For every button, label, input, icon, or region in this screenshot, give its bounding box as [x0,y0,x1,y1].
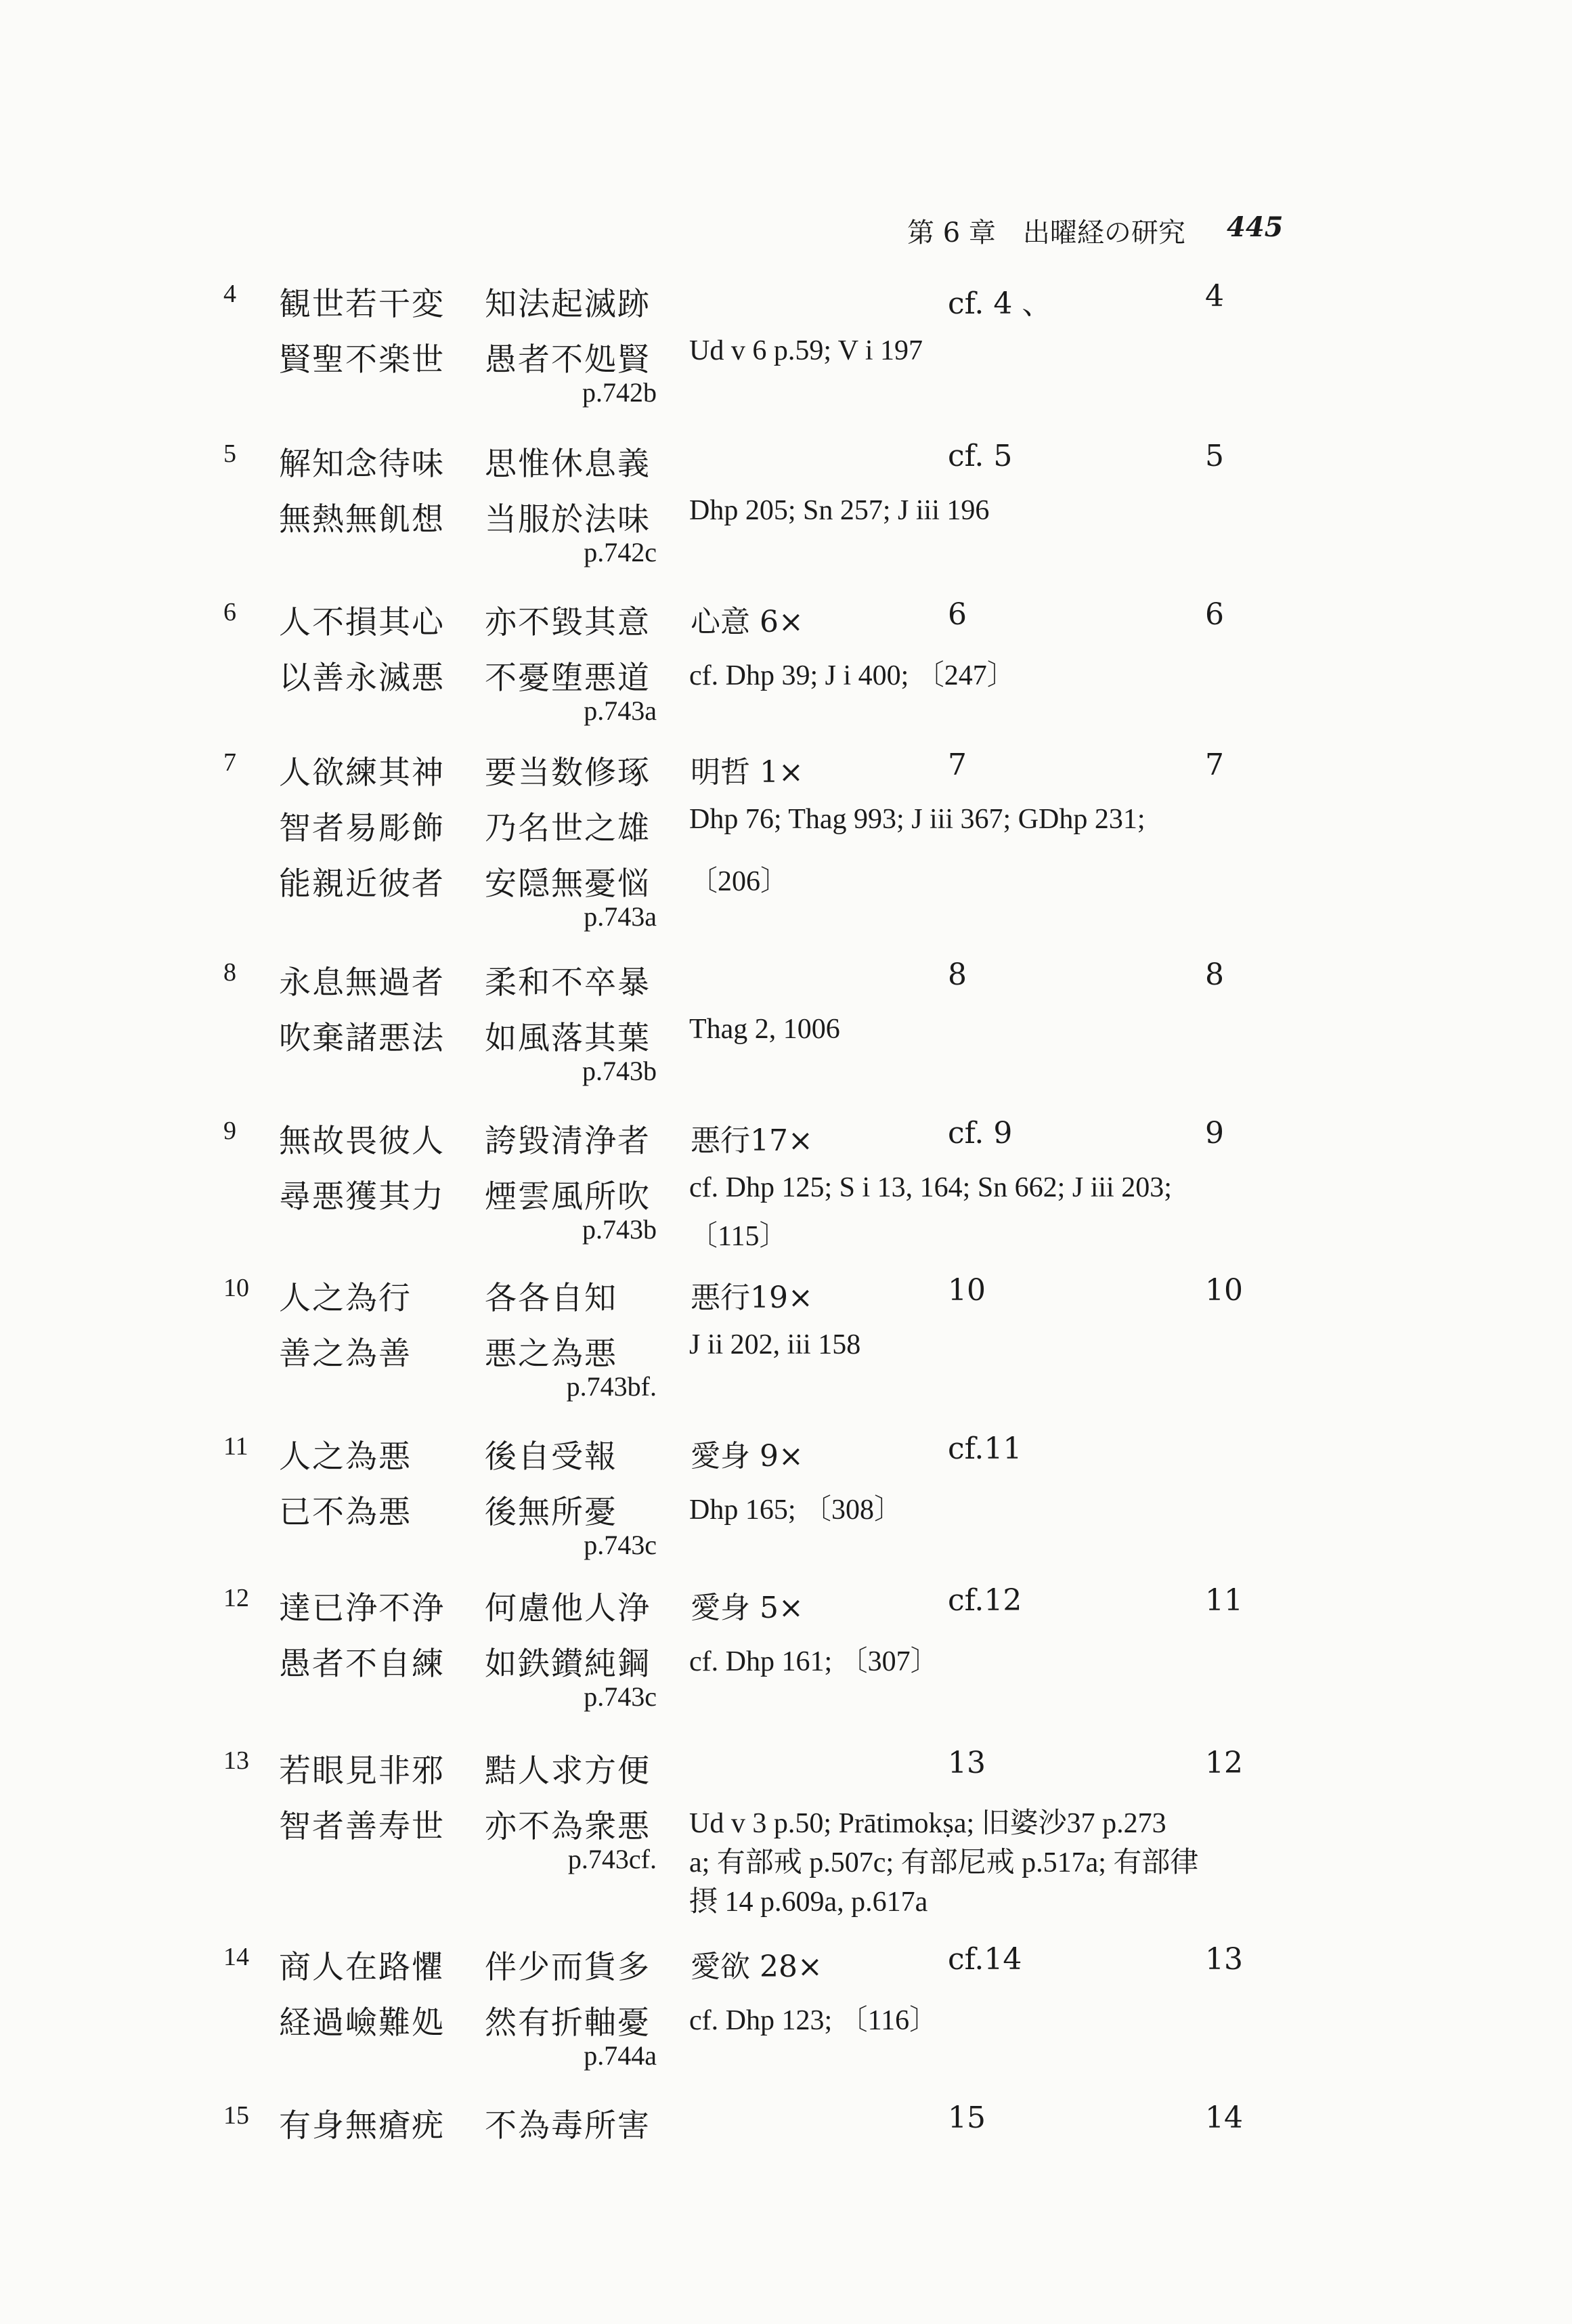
references: cf. Dhp 161; 〔307〕 [689,1646,939,1677]
page-ref-line [0,376,1572,424]
references: J ii 202, iii 158 [689,1329,861,1360]
references: Dhp 165; 〔308〕 [689,1494,903,1526]
verse-number: 11 [223,1432,248,1461]
word-count: 愛身 9× [691,1439,804,1473]
references: cf. Dhp 39; J i 400; 〔247〕 [689,660,1016,691]
parallel-b: 4 [1205,279,1224,314]
references: Ud v 6 p.59; V i 197 [689,335,923,366]
references-block [689,1804,1312,1922]
parallel-b: 8 [1205,957,1224,992]
page-ref-line [0,2040,1572,2087]
taisho-page-ref: p.743c [584,1530,657,1560]
taisho-page-ref: p.744a [584,2040,657,2071]
verse-phrase-1: 若眼見非邪 [279,1752,445,1790]
verse-line [0,335,1572,382]
verse-phrase-1: 無故畏彼人 [279,1123,445,1160]
verse-phrase-1: 有身無瘡疣 [279,2107,445,2145]
verse-phrase-1: 経過嶮難処 [279,2004,445,2042]
page-ref-line [0,1213,1572,1261]
parallel-b: 11 [1205,1583,1243,1618]
page-ref-line [0,536,1572,584]
verse-phrase-1: 能親近彼者 [279,865,445,903]
verse-line [0,803,1572,851]
taisho-page-ref: p.743b [582,1056,657,1086]
parallel-a: cf.12 [948,1583,1022,1618]
verse-phrase-1: 愚者不自練 [279,1645,445,1683]
parallel-a: cf. 4 、 [948,286,1052,321]
word-count: 明哲 1× [691,755,804,790]
page-ref-line [0,1681,1572,1728]
verse-phrase-2: 伴少而貨多 [485,1949,651,1986]
verse-line [0,2101,1572,2148]
verse-line [0,1432,1572,1479]
verse-phrase-1: 尋悪獲其力 [279,1178,445,1215]
verse-phrase-1: 人不損其心 [279,604,445,641]
taisho-page-ref: p.743a [584,901,657,932]
references: 〔206〕 [689,866,789,897]
verse-phrase-1: 吹棄諸悪法 [279,1020,445,1057]
taisho-page-ref: p.742b [582,377,657,408]
running-header [907,211,1286,252]
parallel-a: 13 [948,1746,986,1780]
verse-phrase-2: 思惟休息義 [485,446,651,483]
parallel-b: 7 [1205,748,1224,782]
verse-line [0,1487,1572,1534]
page-ref-line [0,695,1572,742]
verse-phrase-2: 亦不為衆悪 [485,1808,651,1845]
verse-line [0,653,1572,700]
references-line: Ud v 3 p.50; Prātimokṣa; 旧婆沙37 p.273 [689,1808,1166,1839]
page-ref-line [0,901,1572,948]
parallel-a: 7 [948,748,967,782]
verse-number: 14 [223,1943,249,1971]
verse-line [0,1171,1572,1219]
verse-phrase-2: 各各自知 [485,1280,617,1317]
verse-number: 12 [223,1584,249,1612]
verse-line [0,1273,1572,1320]
word-count: 愛身 5× [691,1591,804,1625]
parallel-a: 10 [948,1273,986,1308]
verse-phrase-2: 不憂堕悪道 [485,660,651,697]
references-continued: 〔115〕 [689,1221,788,1252]
parallel-b: 5 [1205,439,1224,473]
references: cf. Dhp 125; S i 13, 164; Sn 662; J iii 203; [689,1172,1172,1203]
verse-number: 6 [223,598,236,626]
verse-number: 13 [223,1746,249,1775]
parallel-a: cf. 5 [948,439,1013,473]
parallel-a: 6 [948,597,967,632]
verse-line [0,1116,1572,1163]
verse-phrase-2: 然有折軸憂 [485,2004,651,2042]
parallel-b: 6 [1205,597,1224,632]
references: cf. Dhp 123; 〔116〕 [689,2005,938,2036]
references: Thag 2, 1006 [689,1014,840,1045]
verse-number: 7 [223,748,236,777]
verse-phrase-1: 永息無過者 [279,964,445,1002]
verse-phrase-2: 不為毒所害 [485,2107,651,2145]
verse-line [0,1942,1572,1989]
parallel-a: cf.11 [948,1432,1022,1466]
verse-number: 10 [223,1274,249,1302]
taisho-page-ref: p.743c [584,1681,657,1712]
verse-phrase-2: 後自受報 [485,1438,617,1476]
verse-phrase-2: 要当数修琢 [485,754,651,792]
references: Dhp 76; Thag 993; J iii 367; GDhp 231; [689,804,1145,835]
parallel-b: 12 [1205,1746,1243,1780]
parallel-b: 13 [1205,1942,1243,1977]
verse-phrase-2: 煙雲風所吹 [485,1178,651,1215]
verse-line [0,597,1572,645]
taisho-page-ref: p.743b [582,1214,657,1245]
page-number: 445 [1227,211,1284,243]
verse-phrase-2: 柔和不卒暴 [485,964,651,1002]
parallel-a: 8 [948,957,967,992]
verse-phrase-2: 誇毀清浄者 [485,1123,651,1160]
verse-phrase-2: 悪之為悪 [485,1335,617,1373]
verse-phrase-2: 黠人求方便 [485,1752,651,1790]
verse-phrase-2: 如風落其葉 [485,1020,651,1057]
verse-phrase-1: 已不為悪 [279,1494,412,1531]
verse-line [0,1013,1572,1060]
verse-phrase-1: 観世若干変 [279,286,445,323]
verse-line [0,1329,1572,1376]
verse-phrase-1: 人之為行 [279,1280,412,1317]
taisho-page-ref: p.743a [584,695,657,726]
verse-phrase-1: 解知念待味 [279,446,445,483]
verse-phrase-2: 当服於法味 [485,501,651,538]
verse-phrase-2: 後無所憂 [485,1494,617,1531]
verse-phrase-2: 如鉄鑚純鋼 [485,1645,651,1683]
verse-number: 4 [223,280,236,308]
parallel-a: cf.14 [948,1942,1022,1977]
verse-phrase-2: 何慮他人浄 [485,1590,651,1627]
parallel-b: 14 [1205,2101,1243,2135]
verse-phrase-1: 善之為善 [279,1335,412,1373]
verse-line [0,1998,1572,2045]
taisho-page-ref: p.742c [584,537,657,567]
verse-line [0,494,1572,542]
verse-line [0,279,1572,326]
taisho-page-ref: p.743bf. [566,1371,657,1402]
word-count: 愛欲 28× [691,1950,823,1984]
verse-phrase-1: 人之為悪 [279,1438,412,1476]
verse-phrase-1: 商人在路懼 [279,1949,445,1986]
verse-phrase-2: 知法起滅跡 [485,286,651,323]
verse-phrase-2: 乃名世之雄 [485,810,651,847]
parallel-b: 10 [1205,1273,1243,1308]
verse-number: 9 [223,1117,236,1145]
page-ref-line [0,1055,1572,1102]
verse-phrase-1: 人欲練其神 [279,754,445,792]
word-count: 心意 6× [691,605,804,639]
verse-line [0,1746,1572,1793]
verse-line [0,957,1572,1005]
verse-number: 15 [223,2101,249,2130]
word-count: 悪行17× [691,1123,813,1158]
verse-phrase-1: 智者易彫飾 [279,810,445,847]
verse-line [0,859,1572,906]
references: Dhp 205; Sn 257; J iii 196 [689,495,990,526]
verse-phrase-1: 無熱無飢想 [279,501,445,538]
verse-phrase-2: 愚者不処賢 [485,341,651,379]
references-line: a; 有部戒 p.507c; 有部尼戒 p.517a; 有部律 [689,1847,1199,1878]
verse-phrase-2: 亦不毀其意 [485,604,651,641]
verse-line [0,748,1572,795]
parallel-b: 9 [1205,1116,1224,1150]
parallel-a: 15 [948,2101,986,2135]
verse-line [0,1639,1572,1686]
verse-line [0,1583,1572,1631]
chapter-title: 第 6 章 出曜経の研究 [907,217,1185,249]
verse-number: 8 [223,958,236,987]
verse-phrase-1: 以善永滅悪 [279,660,445,697]
page-ref-line [0,1529,1572,1576]
verse-phrase-1: 智者善寿世 [279,1808,445,1845]
word-count: 悪行19× [691,1281,813,1315]
verse-number: 5 [223,439,236,468]
taisho-page-ref: p.743cf. [567,1844,657,1874]
verse-phrase-2: 安隠無憂悩 [485,865,651,903]
references-line: 摂 14 p.609a, p.617a [689,1887,928,1918]
parallel-a: cf. 9 [948,1116,1013,1150]
verse-line [0,439,1572,486]
page-ref-line [0,1371,1572,1418]
verse-phrase-1: 賢聖不楽世 [279,341,445,379]
verse-phrase-1: 達已浄不浄 [279,1590,445,1627]
